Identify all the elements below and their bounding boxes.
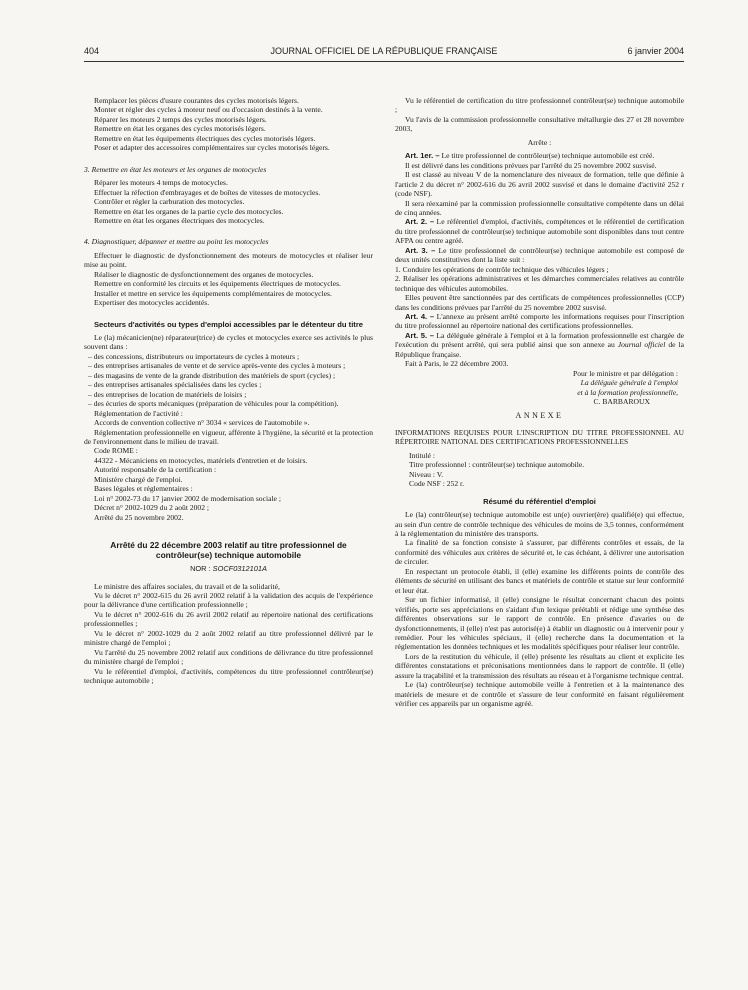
paragraph: Vu l'arrêté du 25 novembre 2002 relatif aux conditions de délivrance du titre professionnel du ministère chargé de l'emploi ; (84, 647, 373, 667)
paragraph: Réparer les moteurs 2 temps des cycles motorisés légers. (94, 114, 267, 124)
paragraph: Le (la) contrôleur(se) technique automobile est un(e) ouvrier(ère) qualifié(e) qui effectue, au sein d'un centre de contrôle technique des véhicules de moins de 3,5 tonnes, conformément à la réglementation du ministère des transports. (395, 510, 684, 538)
article-5 (395, 331, 684, 359)
article-label: Art. 1er. – (405, 151, 440, 161)
paragraph: Autorité responsable de la certification : (94, 465, 217, 475)
article-label: Art. 4. – (405, 311, 435, 321)
paragraph: Accords de convention collective n° 3034 « services de l'automobile ». (94, 418, 310, 428)
list-item: – des magasins de vente de la grande distribution des matériels de sport (cycles) ; (88, 370, 336, 380)
issue-date: 6 janvier 2004 (627, 46, 684, 56)
signature-date: Fait à Paris, le 22 décembre 2003. (405, 359, 509, 369)
paragraph: Vu le référentiel de certification du titre professionnel contrôleur(se) technique automobile ; (395, 96, 684, 115)
info-line: Intitulé : (409, 450, 435, 460)
article-text: L'annexe au présent arrêté comporte les informations requises pour l'inscription du titre professionnel au répertoire national des certifications professionnelles. (395, 311, 684, 331)
paragraph: Vu le décret n° 2002-616 du 26 avril 2002 relatif au répertoire national des certifications professionnelles ; (84, 609, 373, 629)
section-heading: 3. Remettre en état les moteurs et les organes de motocycles (84, 164, 267, 174)
signature-name: C. BARBAROUX (593, 397, 650, 407)
article-label: Art. 3. – (405, 245, 436, 255)
paragraph: Remettre en état les organes des cycles motorisés légers. (94, 124, 266, 134)
paragraph: Loi n° 2002-73 du 17 janvier 2002 de modernisation sociale ; (94, 493, 281, 503)
info-line: Code NSF : 252 r. (409, 479, 465, 489)
info-line: Titre professionnel : contrôleur(se) technique automobile. (409, 460, 585, 470)
info-line: Niveau : V. (409, 469, 444, 479)
list-item: 2. Réaliser les opérations administratives et les démarches commerciales relatives au contrôle technique des véhicules automobiles. (395, 274, 684, 293)
paragraph: Remettre en état les équipements électriques des cycles motorisés légers. (94, 133, 316, 143)
article-4 (395, 312, 684, 331)
paragraph: Il sera réexaminé par la commission professionnelle consultative compétente dans un délai de cinq années. (395, 198, 684, 217)
page-header (84, 46, 684, 60)
header-rule (84, 61, 684, 62)
paragraph: Effectuer la réfection d'embrayages et de boîtes de vitesses de motocycles. (94, 187, 321, 197)
paragraph: Remettre en conformité les circuits et les équipements électriques de motocycles. (94, 279, 341, 289)
left-column (84, 96, 373, 686)
paragraph: Remplacer les pièces d'usure courantes des cycles motorisés légers. (94, 96, 299, 105)
article-1 (395, 151, 684, 160)
annexe-heading: ANNEXE (515, 410, 564, 420)
paragraph: Expertiser des motocycles accidentés. (94, 298, 210, 308)
article-3 (395, 246, 684, 265)
article-label: Art. 2. – (405, 217, 435, 227)
paragraph: Ministère chargé de l'emploi. (94, 474, 183, 484)
paragraph: Code ROME : (94, 446, 138, 456)
paragraph: Réglementation de l'activité : (94, 408, 183, 418)
section-heading: 4. Diagnostiquer, dépanner et mettre au point les motocycles (84, 237, 269, 247)
paragraph: 44322 - Mécaniciens en motocycles, matériels d'entretien et de loisirs. (94, 455, 308, 465)
paragraph: Contrôler et régler la carburation des motocycles. (94, 197, 245, 207)
paragraph: Le (la) mécanicien(ne) réparateur(trice) de cycles et motocycles exerce ses activités le plus souvent dans : (84, 333, 373, 352)
list-item: – des concessions, distributeurs ou importateurs de cycles à moteurs ; (88, 351, 300, 361)
nor-reference (84, 564, 373, 573)
paragraph: Monter et régler des cycles à moteur neuf ou d'occasion destinés à la vente. (94, 105, 323, 115)
paragraph: Réglementation professionnelle en vigueur, afférente à l'hygiène, la sécurité et la protection de l'environnement dans le milieu de travail. (84, 427, 373, 446)
arrete-label: Arrête : (527, 137, 552, 147)
paragraph: Arrêté du 25 novembre 2002. (94, 512, 184, 522)
paragraph: Remettre en état les organes électriques des motocycles. (94, 215, 265, 225)
nor-label: NOR : (190, 564, 213, 574)
paragraph: Vu l'avis de la commission professionnelle consultative métallurgie des 27 et 28 novembre 2003, (395, 114, 684, 134)
paragraph: Vu le décret n° 2002-1029 du 2 août 2002 relatif au titre professionnel délivré par le ministre chargé de l'emploi ; (84, 628, 373, 648)
paragraph: Effectuer le diagnostic de dysfonctionnement des moteurs de motocycles et réaliser leur mise au point. (84, 250, 373, 270)
paragraph: Poser et adapter des accessoires complémentaires sur cycles motorisés légers. (94, 143, 330, 153)
paragraph: Le ministre des affaires sociales, du travail et de la solidarité, (94, 581, 280, 591)
signature-line (395, 388, 684, 397)
journal-title: JOURNAL OFFICIEL DE LA RÉPUBLIQUE FRANÇAISE (270, 46, 498, 56)
paragraph: Vu le référentiel d'emploi, d'activités, compétences du titre professionnel contrôleur(se) technique automobile ; (84, 666, 373, 686)
paragraph: La finalité de sa fonction consiste à s'assurer, par différents contrôles et essais, de la conformité des véhicules aux critères de sécurité et, le cas échéant, à délivrer une autorisation de circuler. (395, 538, 684, 567)
list-item: – des écuries de sports mécaniques (préparation de véhicules pour la compétition). (88, 399, 339, 409)
paragraph: Décret n° 2002-1029 du 2 août 2002 ; (94, 503, 210, 513)
signature-line: Pour le ministre et par délégation : (572, 368, 678, 378)
paragraph: En respectant un protocole établi, il (elle) examine les différents points de contrôle des éléments de sécurité en utilisant des bancs et matériels de contrôle et statue sur leur conformité et leur état. (395, 566, 684, 595)
list-item: – des entreprises artisanales spécialisées dans les cycles ; (88, 380, 262, 390)
section-heading-bold: Secteurs d'activités ou types d'emploi accessibles par le détenteur du titre (93, 319, 364, 329)
article-text: La déléguée générale à l'emploi et à la formation professionnelle est chargée de l'exécution du présent arrêté, qui sera publié ainsi que son annexe au (395, 330, 684, 350)
paragraph: Réparer les moteurs 4 temps de motocycles. (94, 178, 228, 188)
signature-role: et à la formation professionnelle, (577, 387, 678, 397)
info-block (395, 451, 684, 489)
resume-heading: Résumé du référentiel d'emploi (483, 496, 596, 506)
list-item: – des entreprises artisanales de vente et de service après-vente des cycles à moteurs ; (88, 361, 346, 371)
article-2 (395, 217, 684, 245)
article-text: Le référentiel d'emploi, d'activités, compétences et le référentiel de certification du titre professionnel de contrôleur(se) technique automobile sont disponibles dans tout centre AFPA ou centre agréé. (395, 217, 684, 246)
paragraph: Bases légales et réglementaires : (94, 484, 193, 494)
article-text: Le titre professionnel de contrôleur(se) technique automobile est composé de deux unités constitutives dont la liste suit : (395, 245, 685, 265)
paragraph: Elles peuvent être sanctionnées par des certificats de compétences professionnelles (CCP) dans les conditions prévues par l'arrêté du 25 novembre 2002 susvisé. (395, 293, 684, 312)
paragraph: Le (la) contrôleur(se) technique automobile veille à l'entretien et à la maintenance des matériels de mesure et de contrôle et s'assure de leur conformité en faisant régulièrement vérifier ces appareils par un organisme agréé. (395, 680, 684, 709)
info-title: INFORMATIONS REQUISES POUR L'INSCRIPTION DU TITRE PROFESSIONNEL AU RÉPERTOIRE NATIONAL DES CERTIFICATIONS PROFESSIONNELLES (395, 427, 684, 447)
signature-line (395, 378, 684, 387)
paragraph: Il est délivré dans les conditions prévues par l'arrêté du 25 novembre 2002 susvisé. (405, 160, 657, 170)
paragraph: Il est classé au niveau V de la nomenclature des niveaux de formation, telle que définie à l'article 2 du décret n° 2002-616 du 26 avril 2002 susvisé et dans le domaine d'activité 252 r (code NSF). (395, 170, 684, 199)
arrete-title: Arrêté du 22 décembre 2003 relatif au titre professionnel de contrôleur(se) technique automobile (110, 540, 347, 561)
paragraph: Remettre en état les organes de la partie cycle des motocycles. (94, 206, 284, 216)
page-number: 404 (84, 46, 100, 56)
signature-role: La déléguée générale à l'emploi (580, 378, 678, 388)
paragraph: Installer et mettre en service les équipements complémentaires de motocycles. (94, 288, 332, 298)
paragraph: Vu le décret n° 2002-615 du 26 avril 2002 relatif à la validation des acquis de l'expérience pour la délivrance d'une certification professionnelle ; (84, 590, 373, 610)
paragraph: Réaliser le diagnostic de dysfonctionnement des organes de motocycles. (94, 269, 314, 279)
list-item: – des entreprises de location de matériels de loisirs ; (88, 389, 247, 399)
article-text: Le titre professionnel de contrôleur(se) technique automobile est créé. (439, 151, 655, 161)
journal-officiel-italic: Journal officiel (617, 340, 666, 350)
paragraph: Sur un fichier informatisé, il (elle) consigne le résultat concernant chacun des points vérifiés, porte ses appréciations en s'aidant d'un lexique préétabli et rédige une synthèse des différentes observations sur le rapport de contrôle. En présence d'avaries ou de dysfonctionnements, il (elle) n'est pas autorisé(e) à établir un diagnostic ou à intervenir pour y remédier. Pour les véhicules spéciaux, il (elle) recherche dans la documentation et la réglementation les données techniques et les modalités spécifiques pour réaliser leur contrôle. (395, 595, 684, 652)
article-text: de la République française. (395, 340, 685, 359)
nor-value: SOCF0312101A (212, 564, 267, 574)
list-item: 1. Conduire les opérations de contrôle technique des véhicules légers ; (395, 264, 609, 274)
article-label: Art. 5. – (405, 330, 434, 340)
paragraph: Lors de la restitution du véhicule, il (elle) présente les résultats au client et explicite les différentes constatations et préconisations mentionnées dans le rapport de contrôle. Il (elle) assure la traçabilité et la transmission des résultats au réseau et à l'organisme technique central. (395, 651, 684, 680)
right-column (395, 96, 684, 709)
